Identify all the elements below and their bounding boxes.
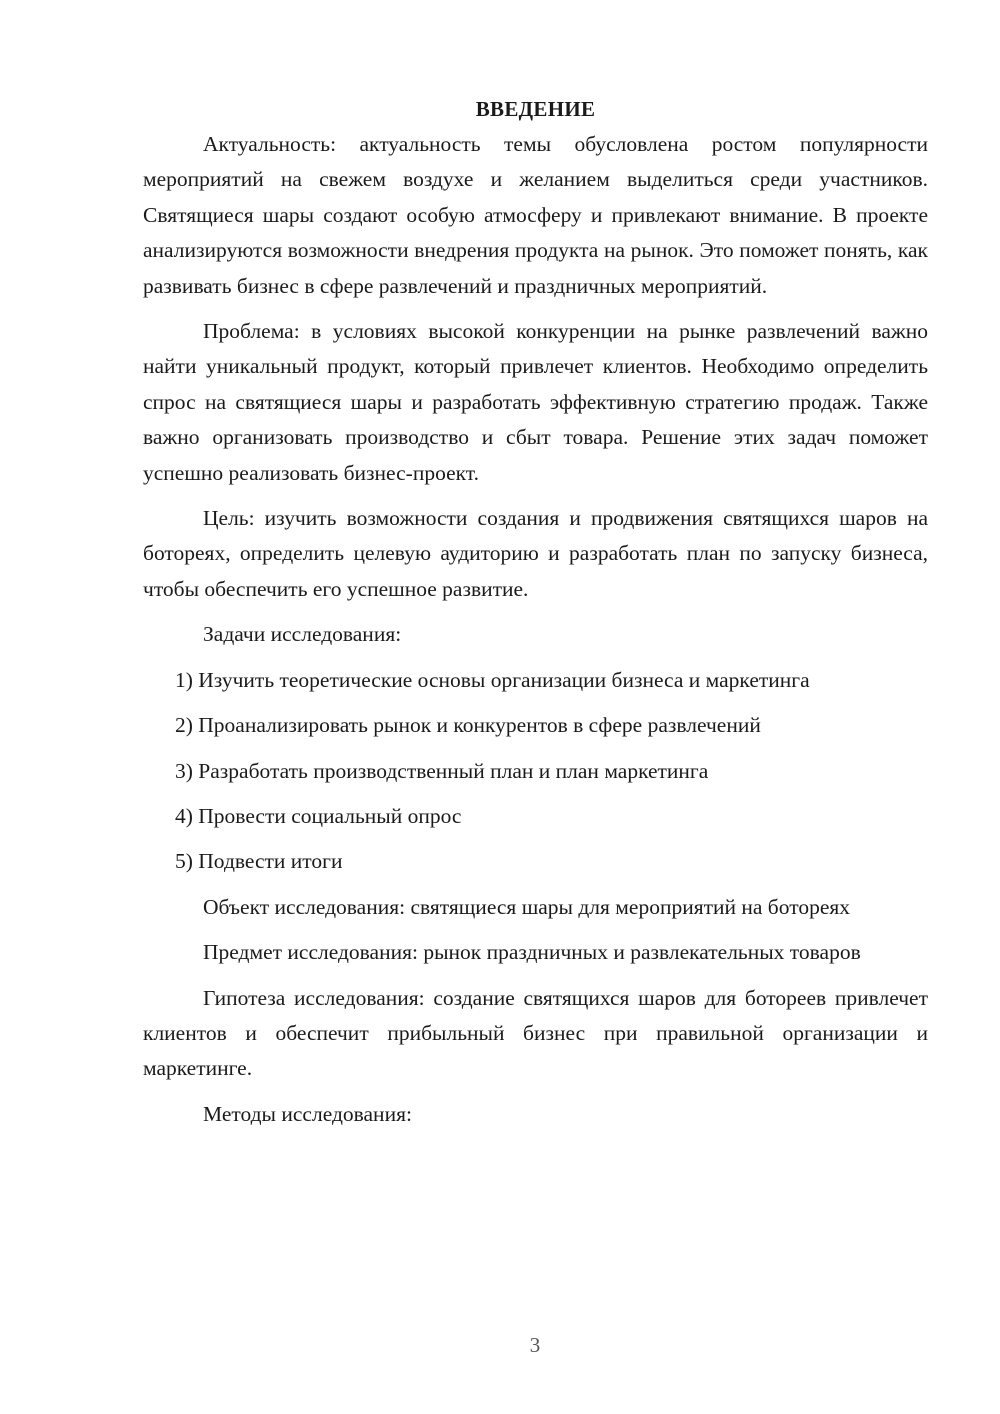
list-item: 3) Разработать производственный план и план маркетинга [175, 758, 709, 783]
list-item: 2) Проанализировать рынок и конкурентов в сфере развлечений [175, 713, 761, 738]
paragraph-relevance: Актуальность: актуальность темы обусловлена ростом популярности мероприятий на свежем воздухе и желанием выделиться среди участников. Святящиеся шары создают особую атмосферу и привлекают внимание. В проекте анализируются возможности внедрения продукта на рынок. Это поможет понять, как развивать бизнес в сфере развлечений и праздничных мероприятий. [143, 132, 928, 298]
tasks-list [143, 663, 928, 880]
list-item: 5) Подвести итоги [175, 849, 343, 874]
paragraph-object: Объект исследования: святящиеся шары для мероприятий на ботореях [203, 894, 851, 919]
paragraph-methods: Методы исследования: [203, 1101, 412, 1126]
page-number: 3 [529, 1333, 541, 1357]
page-title: ВВЕДЕНИЕ [475, 97, 596, 121]
paragraph-subject: Предмет исследования: рынок праздничных и развлекательных товаров [203, 940, 861, 965]
paragraph-problem: Проблема: в условиях высокой конкуренции на рынке развлечений важно найти уникальный продукт, который привлечет клиентов. Необходимо определить спрос на святящиеся шары и разработать эффективную стратегию продаж. Также важно организовать производство и сбыт товара. Решение этих задач поможет успешно реализовать бизнес-проект. [143, 319, 928, 485]
document-page [143, 92, 928, 1142]
paragraph-hypothesis: Гипотеза исследования: создание святящихся шаров для ботореев привлечет клиентов и обеспечит прибыльный бизнес при правильной организации и маркетинге. [143, 985, 928, 1081]
paragraph-goal: Цель: изучить возможности создания и продвижения святящихся шаров на ботореях, определить целевую аудиторию и разработать план по запуску бизнеса, чтобы обеспечить его успешное развитие. [143, 506, 928, 601]
paragraph-tasks-heading: Задачи исследования: [203, 622, 402, 647]
list-item: 1) Изучить теоретические основы организации бизнеса и маркетинга [175, 667, 810, 692]
list-item: 4) Провести социальный опрос [175, 803, 462, 828]
